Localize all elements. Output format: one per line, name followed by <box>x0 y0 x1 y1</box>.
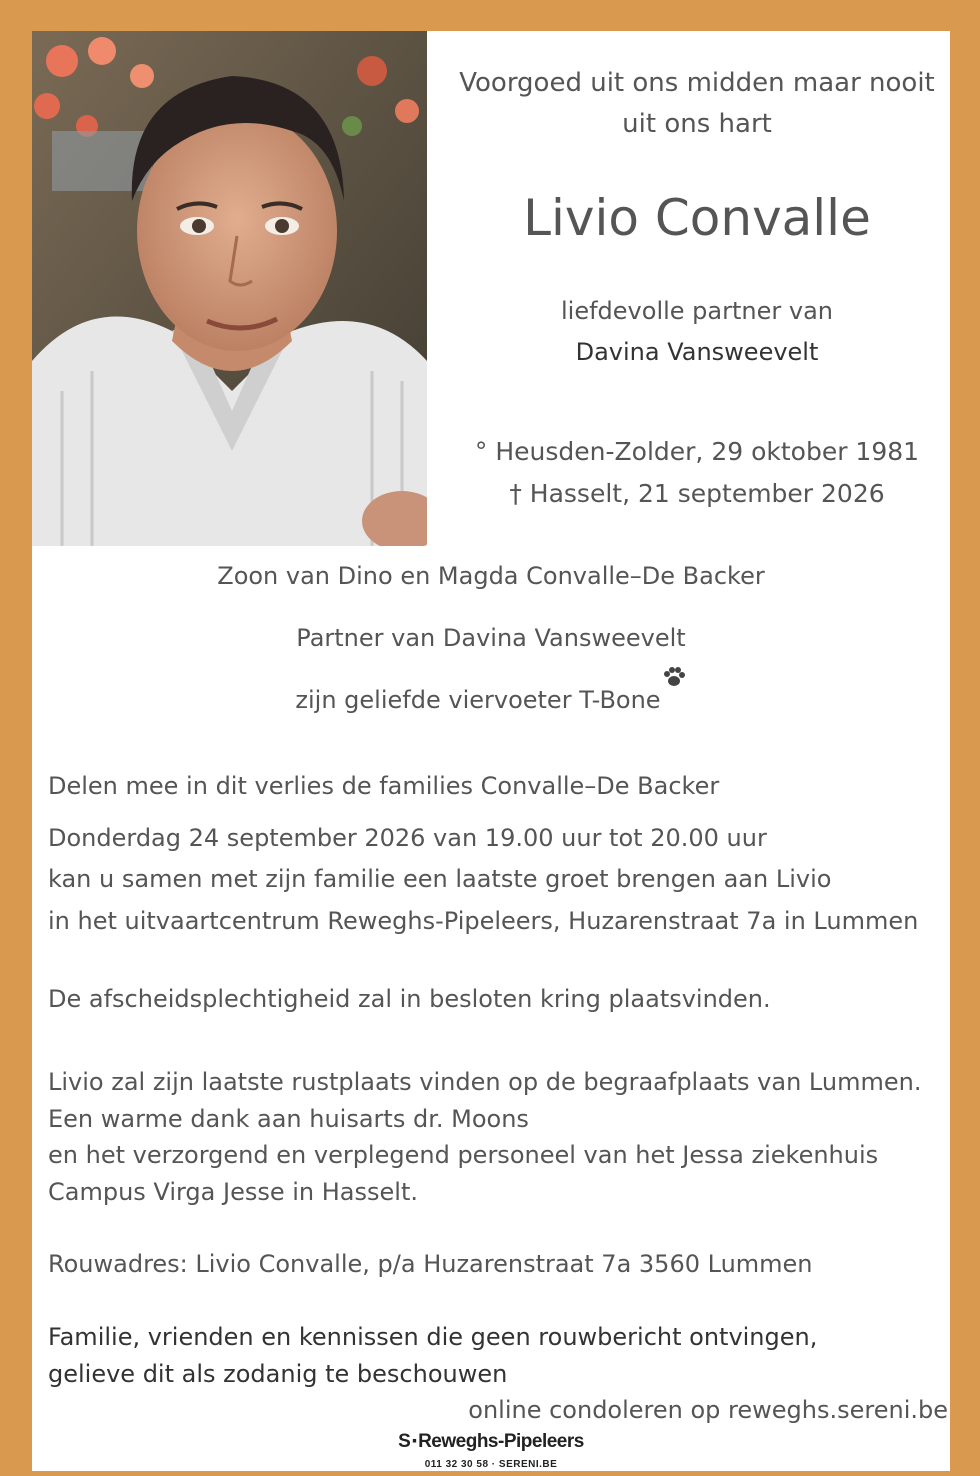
visitation-line-3: in het uitvaartcentrum Reweghs-Pipeleers, Huzarenstraat 7a in Lummen <box>48 907 919 935</box>
online-condolence-link[interactable]: online condoleren op reweghs.sereni.be <box>468 1396 948 1424</box>
deceased-name: Livio Convalle <box>523 189 871 247</box>
funeral-home-logo <box>32 1430 950 1453</box>
mourning-address: Rouwadres: Livio Convalle, p/a Huzarenstraat 7a 3560 Lummen <box>48 1250 813 1278</box>
birth-line: ° Heusden-Zolder, 29 oktober 1981 <box>474 437 920 466</box>
thanks-line-2: en het verzorgend en verplegend personeel van het Jessa ziekenhuis <box>48 1141 879 1169</box>
funeral-home-contact: 011 32 30 58 · SERENI.BE <box>424 1459 558 1470</box>
quote-line-2: uit ons hart <box>622 109 772 139</box>
logo-mark: S <box>398 1431 411 1452</box>
pet-line <box>32 686 950 714</box>
thanks-line-1: Een warme dank aan huisarts dr. Moons <box>48 1105 529 1133</box>
paw-icon <box>661 664 687 696</box>
partner-intro: liefdevolle partner van <box>561 297 833 325</box>
death-notice-card <box>32 31 950 1471</box>
notice-line-1: Familie, vrienden en kennissen die geen rouwbericht ontvingen, <box>48 1323 818 1351</box>
logo-dot: · <box>410 1430 419 1452</box>
pet-text: zijn geliefde viervoeter T-Bone <box>295 686 661 714</box>
logo-text: Reweghs-Pipeleers <box>418 1431 584 1452</box>
visitation-line-2: kan u samen met zijn familie een laatste groet brengen aan Livio <box>48 865 832 893</box>
partner-name: Davina Vansweevelt <box>575 338 819 366</box>
ceremony-line: De afscheidsplechtigheid zal in besloten kring plaatsvinden. <box>48 985 771 1013</box>
partner-of-line: Partner van Davina Vansweevelt <box>296 624 686 652</box>
notice-line-2: gelieve dit als zodanig te beschouwen <box>48 1360 508 1388</box>
resting-line-1: Livio zal zijn laatste rustplaats vinden op de begraafplaats van Lummen. <box>48 1068 922 1096</box>
death-line: † Hasselt, 21 september 2026 <box>509 479 885 508</box>
son-of-line: Zoon van Dino en Magda Convalle–De Backer <box>217 562 765 590</box>
portrait-photo <box>32 31 427 546</box>
share-loss-line: Delen mee in dit verlies de families Convalle–De Backer <box>48 772 720 800</box>
thanks-line-3: Campus Virga Jesse in Hasselt. <box>48 1178 418 1206</box>
quote-line-1: Voorgoed uit ons midden maar nooit <box>459 68 935 98</box>
visitation-line-1: Donderdag 24 september 2026 van 19.00 uur tot 20.00 uur <box>48 824 767 852</box>
